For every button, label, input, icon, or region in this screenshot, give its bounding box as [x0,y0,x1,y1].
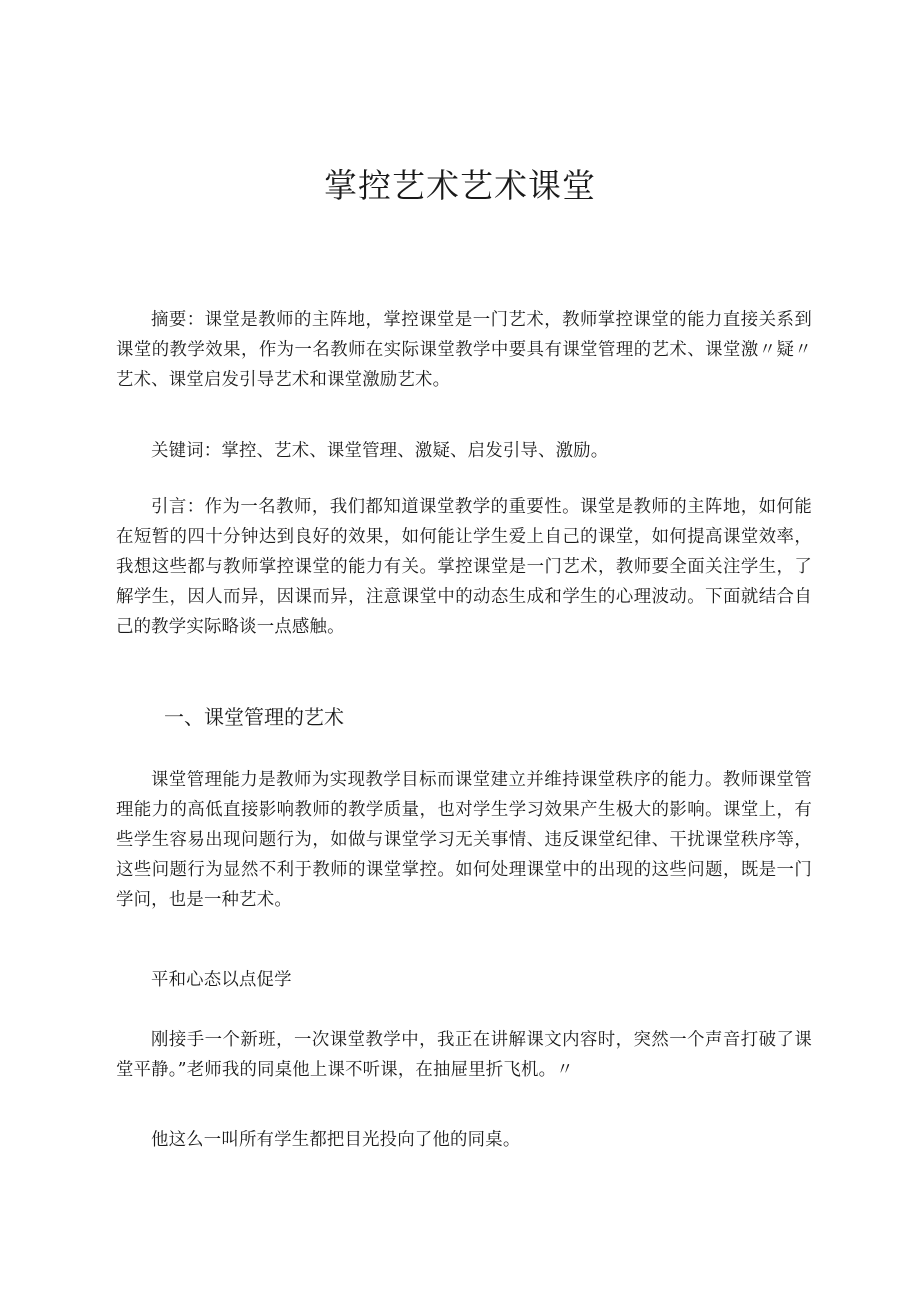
intro-paragraph: 引言：作为一名教师，我们都知道课堂教学的重要性。课堂是教师的主阵地，如何能在短暂的四十分钟达到良好的效果，如何能让学生爱上自己的课堂，如何提高课堂效率，我想这些都与教师掌控课堂的能力有关。掌控课堂是一门艺术，教师要全面关注学生，了解学生，因人而异，因课而异，注意课堂中的动态生成和学生的心理波动。下面就结合自己的教学实际略谈一点感触。 [116,497,812,637]
keywords-paragraph: 关键词：掌控、艺术、课堂管理、激疑、启发引导、激励。 [151,441,609,461]
story-paragraph: 刚接手一个新班，一次课堂教学中，我正在讲解课文内容时，突然一个声音打破了课堂平静。”老师我的同桌他上课不听课，在抽屉里折飞机。〃 [116,1030,812,1080]
section-heading: 一、课堂管理的艺术 [164,705,344,729]
subheading-paragraph: 平和心态以点促学 [151,970,292,990]
document-title: 掌控艺术艺术课堂 [324,166,596,205]
story-paragraph: 他这么一叫所有学生都把目光投向了他的同桌。 [151,1130,521,1150]
abstract-paragraph: 摘要：课堂是教师的主阵地，掌控课堂是一门艺术，教师掌控课堂的能力直接关系到课堂的教学效果，作为一名教师在实际课堂教学中要具有课堂管理的艺术、课堂激〃疑〃艺术、课堂启发引导艺术和课堂激励艺术。 [116,310,812,390]
section-body-paragraph: 课堂管理能力是教师为实现教学目标而课堂建立并维持课堂秩序的能力。教师课堂管理能力的高低直接影响教师的教学质量，也对学生学习效果产生极大的影响。课堂上，有些学生容易出现问题行为，如做与课堂学习无关事情、违反课堂纪律、干扰课堂秩序等，这些问题行为显然不利于教师的课堂掌控。如何处理课堂中的出现的这些问题，既是一门学问，也是一种艺术。 [116,770,812,910]
